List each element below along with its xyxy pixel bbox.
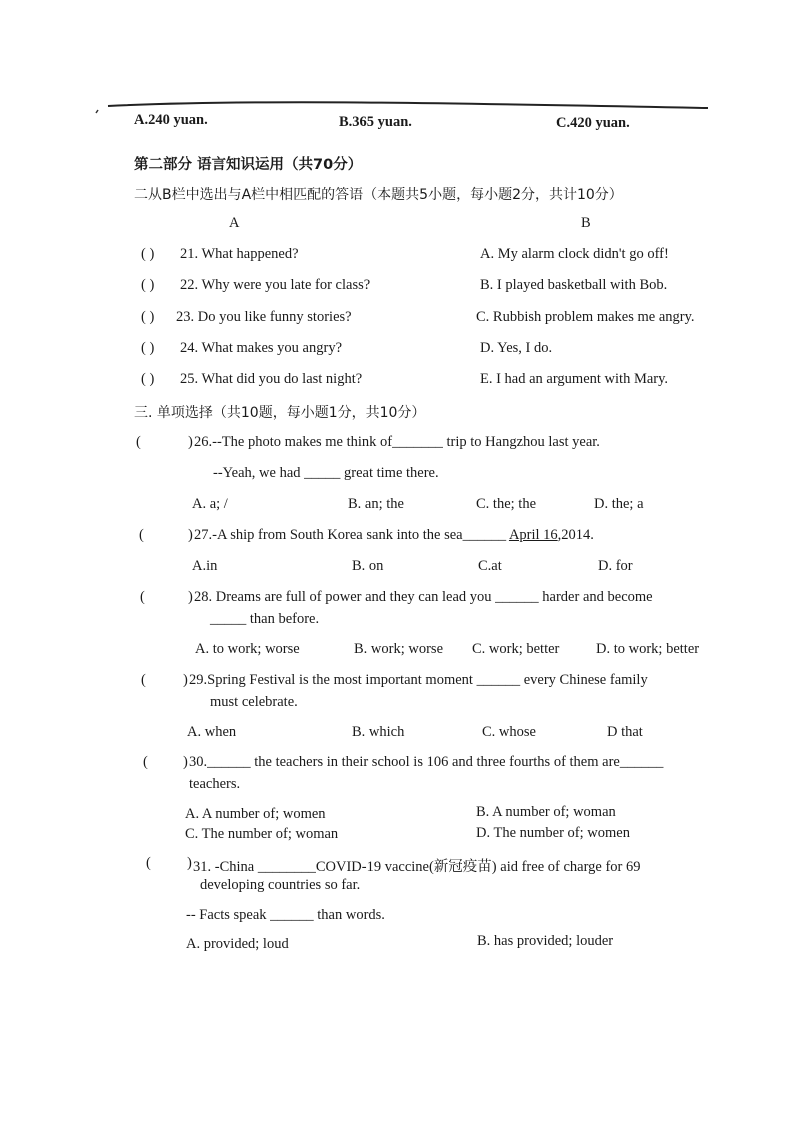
- match-paren-23: ( ): [141, 309, 155, 325]
- q27-paren-open: (: [139, 527, 144, 543]
- q30-option-a: A. A number of; women: [185, 806, 326, 822]
- q27-stem: [194, 527, 594, 544]
- match-question-24: 24. What makes you angry?: [180, 340, 343, 356]
- q28-option-a: A. to work; worse: [195, 641, 300, 657]
- q26-reply: --Yeah, we had _____ great time there.: [213, 465, 439, 481]
- q26-stem: 26.--The photo makes me think of_______ trip to Hangzhou last year.: [194, 434, 600, 450]
- q26-option-a: A. a; /: [192, 496, 228, 512]
- q28-stem: 28. Dreams are full of power and they can lead you ______ harder and become: [194, 589, 653, 605]
- match-question-25: 25. What did you do last night?: [180, 371, 363, 387]
- q26-paren-open: (: [136, 434, 141, 450]
- q28-stem-cont: _____ than before.: [210, 611, 320, 627]
- column-a-header: A: [229, 215, 240, 231]
- part2-title: 第二部分 语言知识运用（共70分）: [134, 157, 363, 173]
- q29-option-d: D that: [607, 724, 643, 740]
- match-question-21: 21. What happened?: [180, 246, 299, 262]
- q27-option-c: C.at: [478, 558, 502, 574]
- section2-title: 三. 单项选择（共10题，每小题1分，共10分）: [134, 405, 426, 421]
- q29-option-b: B. which: [352, 724, 405, 740]
- q31-option-b: B. has provided; louder: [477, 933, 614, 949]
- q27-option-a: A.in: [192, 558, 218, 574]
- q29-stem-cont: must celebrate.: [210, 694, 298, 710]
- match-answer-c: C. Rubbish problem makes me angry.: [476, 309, 695, 325]
- q31-reply: -- Facts speak ______ than words.: [186, 907, 385, 923]
- q27-date-underlined: April 16: [508, 527, 558, 543]
- prev-option-c: C.420 yuan.: [556, 115, 630, 131]
- q30-paren-open: (: [143, 754, 148, 770]
- q26-option-d: D. the; a: [594, 496, 644, 512]
- q30-option-d: D. The number of; women: [476, 825, 630, 841]
- q31-stem: 31. -China ________COVID-19 vaccine(新冠疫苗) aid free of charge for 69: [193, 859, 641, 875]
- q27-paren-close: ): [188, 527, 193, 543]
- q26-option-b: B. an; the: [348, 496, 404, 512]
- q30-stem: 30.______ the teachers in their school is 106 and three fourths of them are______: [189, 754, 664, 770]
- match-paren-21: ( ): [141, 246, 155, 262]
- q27-option-b: B. on: [352, 558, 384, 574]
- q30-option-c: C. The number of; woman: [185, 826, 339, 842]
- q28-option-c: C. work; better: [472, 641, 560, 657]
- q28-option-d: D. to work; better: [596, 641, 700, 657]
- match-answer-d: D. Yes, I do.: [480, 340, 553, 356]
- match-answer-b: B. I played basketball with Bob.: [480, 277, 668, 293]
- q30-option-b: B. A number of; woman: [476, 804, 616, 820]
- q27-stem-pre: 27.-A ship from South Korea sank into the sea______: [194, 527, 509, 543]
- prev-option-b: B.365 yuan.: [339, 114, 412, 130]
- q29-stem: 29.Spring Festival is the most important moment ______ every Chinese family: [189, 672, 648, 688]
- match-answer-e: E. I had an argument with Mary.: [480, 371, 669, 387]
- q27-stem-post: ,2014.: [557, 527, 594, 543]
- q29-option-a: A. when: [187, 724, 237, 740]
- q28-paren-close: ): [188, 589, 193, 605]
- q29-paren-close: ): [183, 672, 188, 688]
- section1-title: 二从B栏中选出与A栏中相匹配的答语（本题共5小题，每小题2分，共计10分）: [134, 187, 623, 203]
- q26-paren-close: ): [188, 434, 193, 450]
- match-question-23: 23. Do you like funny stories?: [176, 309, 352, 325]
- prev-option-a: A.240 yuan.: [134, 112, 208, 128]
- q27-option-d: D. for: [598, 558, 633, 574]
- match-paren-25: ( ): [141, 371, 155, 387]
- q31-paren-open: (: [146, 855, 151, 871]
- match-question-22: 22. Why were you late for class?: [180, 277, 371, 293]
- q31-paren-close: ): [187, 855, 192, 871]
- q29-option-c: C. whose: [482, 724, 536, 740]
- q28-option-b: B. work; worse: [354, 641, 444, 657]
- match-paren-24: ( ): [141, 340, 155, 356]
- match-paren-22: ( ): [141, 277, 155, 293]
- match-answer-a: A. My alarm clock didn't go off!: [480, 246, 669, 262]
- q30-stem-cont: teachers.: [189, 776, 241, 792]
- q30-paren-close: ): [183, 754, 188, 770]
- q31-stem-cont: developing countries so far.: [200, 877, 361, 893]
- column-b-header: B: [581, 215, 591, 231]
- q31-option-a: A. provided; loud: [186, 936, 289, 952]
- q28-paren-open: (: [140, 589, 145, 605]
- q29-paren-open: (: [141, 672, 146, 688]
- q26-option-c: C. the; the: [476, 496, 537, 512]
